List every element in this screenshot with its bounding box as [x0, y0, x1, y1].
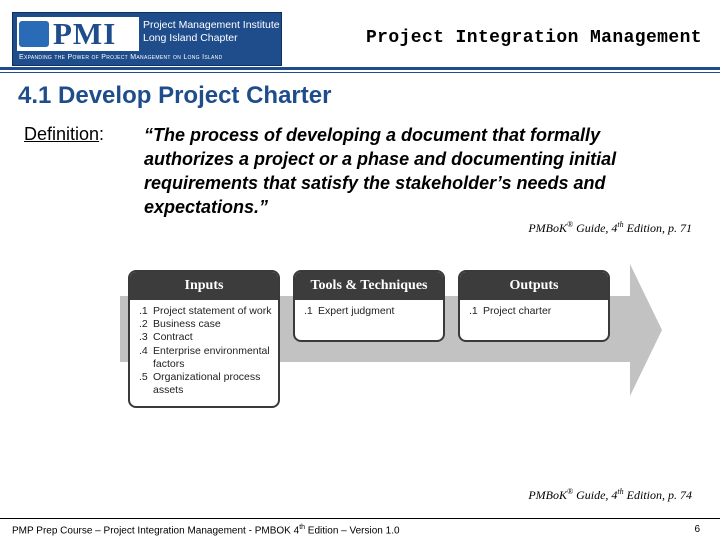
itto-diagram: [120, 264, 662, 414]
tools-techniques-box: [293, 270, 445, 342]
item-number: .1: [304, 305, 313, 317]
list-item: [469, 305, 602, 318]
item-text: Enterprise environmental factors: [153, 344, 270, 370]
item-text: Organizational process assets: [153, 371, 261, 397]
list-item: [139, 371, 272, 397]
list-item: [139, 318, 272, 331]
header-divider: [0, 67, 720, 70]
tools-techniques-heading: Tools & Techniques: [295, 272, 443, 300]
inputs-list: [130, 300, 278, 401]
org-name-line2: Long Island Chapter: [143, 32, 238, 44]
list-item: [139, 331, 272, 344]
slide-title: 4.1 Develop Project Charter: [18, 82, 332, 109]
list-item: [139, 305, 272, 318]
item-text: Project statement of work: [153, 305, 272, 317]
pmi-logo-letters: PMI: [53, 16, 117, 51]
citation-ordinal: th: [617, 220, 624, 229]
citation-ordinal: th: [617, 487, 624, 496]
tools-techniques-list: [295, 300, 443, 322]
item-number: .1: [469, 305, 478, 317]
inputs-heading: Inputs: [130, 272, 278, 300]
item-number: .5: [139, 371, 148, 384]
item-text: Expert judgment: [318, 305, 395, 317]
item-text: Business case: [153, 318, 221, 331]
org-name-line1: Project Management Institute: [143, 19, 280, 31]
inputs-box: [128, 270, 280, 408]
item-number: .1: [139, 305, 148, 317]
header-title: Project Integration Management: [365, 28, 702, 48]
item-number: .4: [139, 344, 148, 357]
outputs-box: [458, 270, 610, 342]
footer-ordinal: th: [299, 524, 306, 531]
registered-mark: ®: [567, 487, 574, 496]
header-divider-thin: [0, 72, 720, 73]
outputs-heading: Outputs: [460, 272, 608, 300]
globe-icon: [19, 21, 49, 47]
citation-bottom: [528, 487, 692, 503]
footer-divider: [0, 518, 720, 519]
logo-tagline: Expanding the Power of Project Management on Long Island: [19, 54, 223, 61]
footer-text-main: PMP Prep Course – Project Integration Management - PMBOK 4: [12, 525, 300, 537]
item-text: Contract: [153, 331, 193, 344]
outputs-list: [460, 300, 608, 322]
citation-middle: Guide, 4: [573, 488, 618, 502]
list-item: [304, 305, 437, 318]
list-item: [139, 345, 272, 371]
definition-colon: :: [99, 124, 105, 144]
definition-label-text: Definition: [24, 124, 100, 144]
citation-prefix: PMBoK: [528, 221, 568, 235]
pmi-logo-banner: [12, 12, 282, 66]
pmi-logo-mark: [17, 17, 139, 51]
item-number: .2: [139, 318, 148, 331]
registered-mark: ®: [567, 220, 574, 229]
footer-text: [12, 524, 400, 536]
item-text: Project charter: [483, 305, 552, 317]
definition-text: “The process of developing a document that formally authorizes a project or a phase and documenting initial requirements that satisfy the stakeholder’s needs and expectations.”: [144, 125, 617, 217]
citation-suffix: Edition, p. 74: [623, 488, 692, 502]
citation-middle: Guide, 4: [573, 221, 618, 235]
item-number: .3: [139, 331, 148, 344]
citation-suffix: Edition, p. 71: [623, 221, 692, 235]
citation-prefix: PMBoK: [528, 488, 568, 502]
citation-top: [528, 220, 692, 236]
footer-text-end: Edition – Version 1.0: [305, 525, 400, 537]
page-number: 6: [694, 524, 700, 535]
definition-label: [24, 124, 104, 145]
